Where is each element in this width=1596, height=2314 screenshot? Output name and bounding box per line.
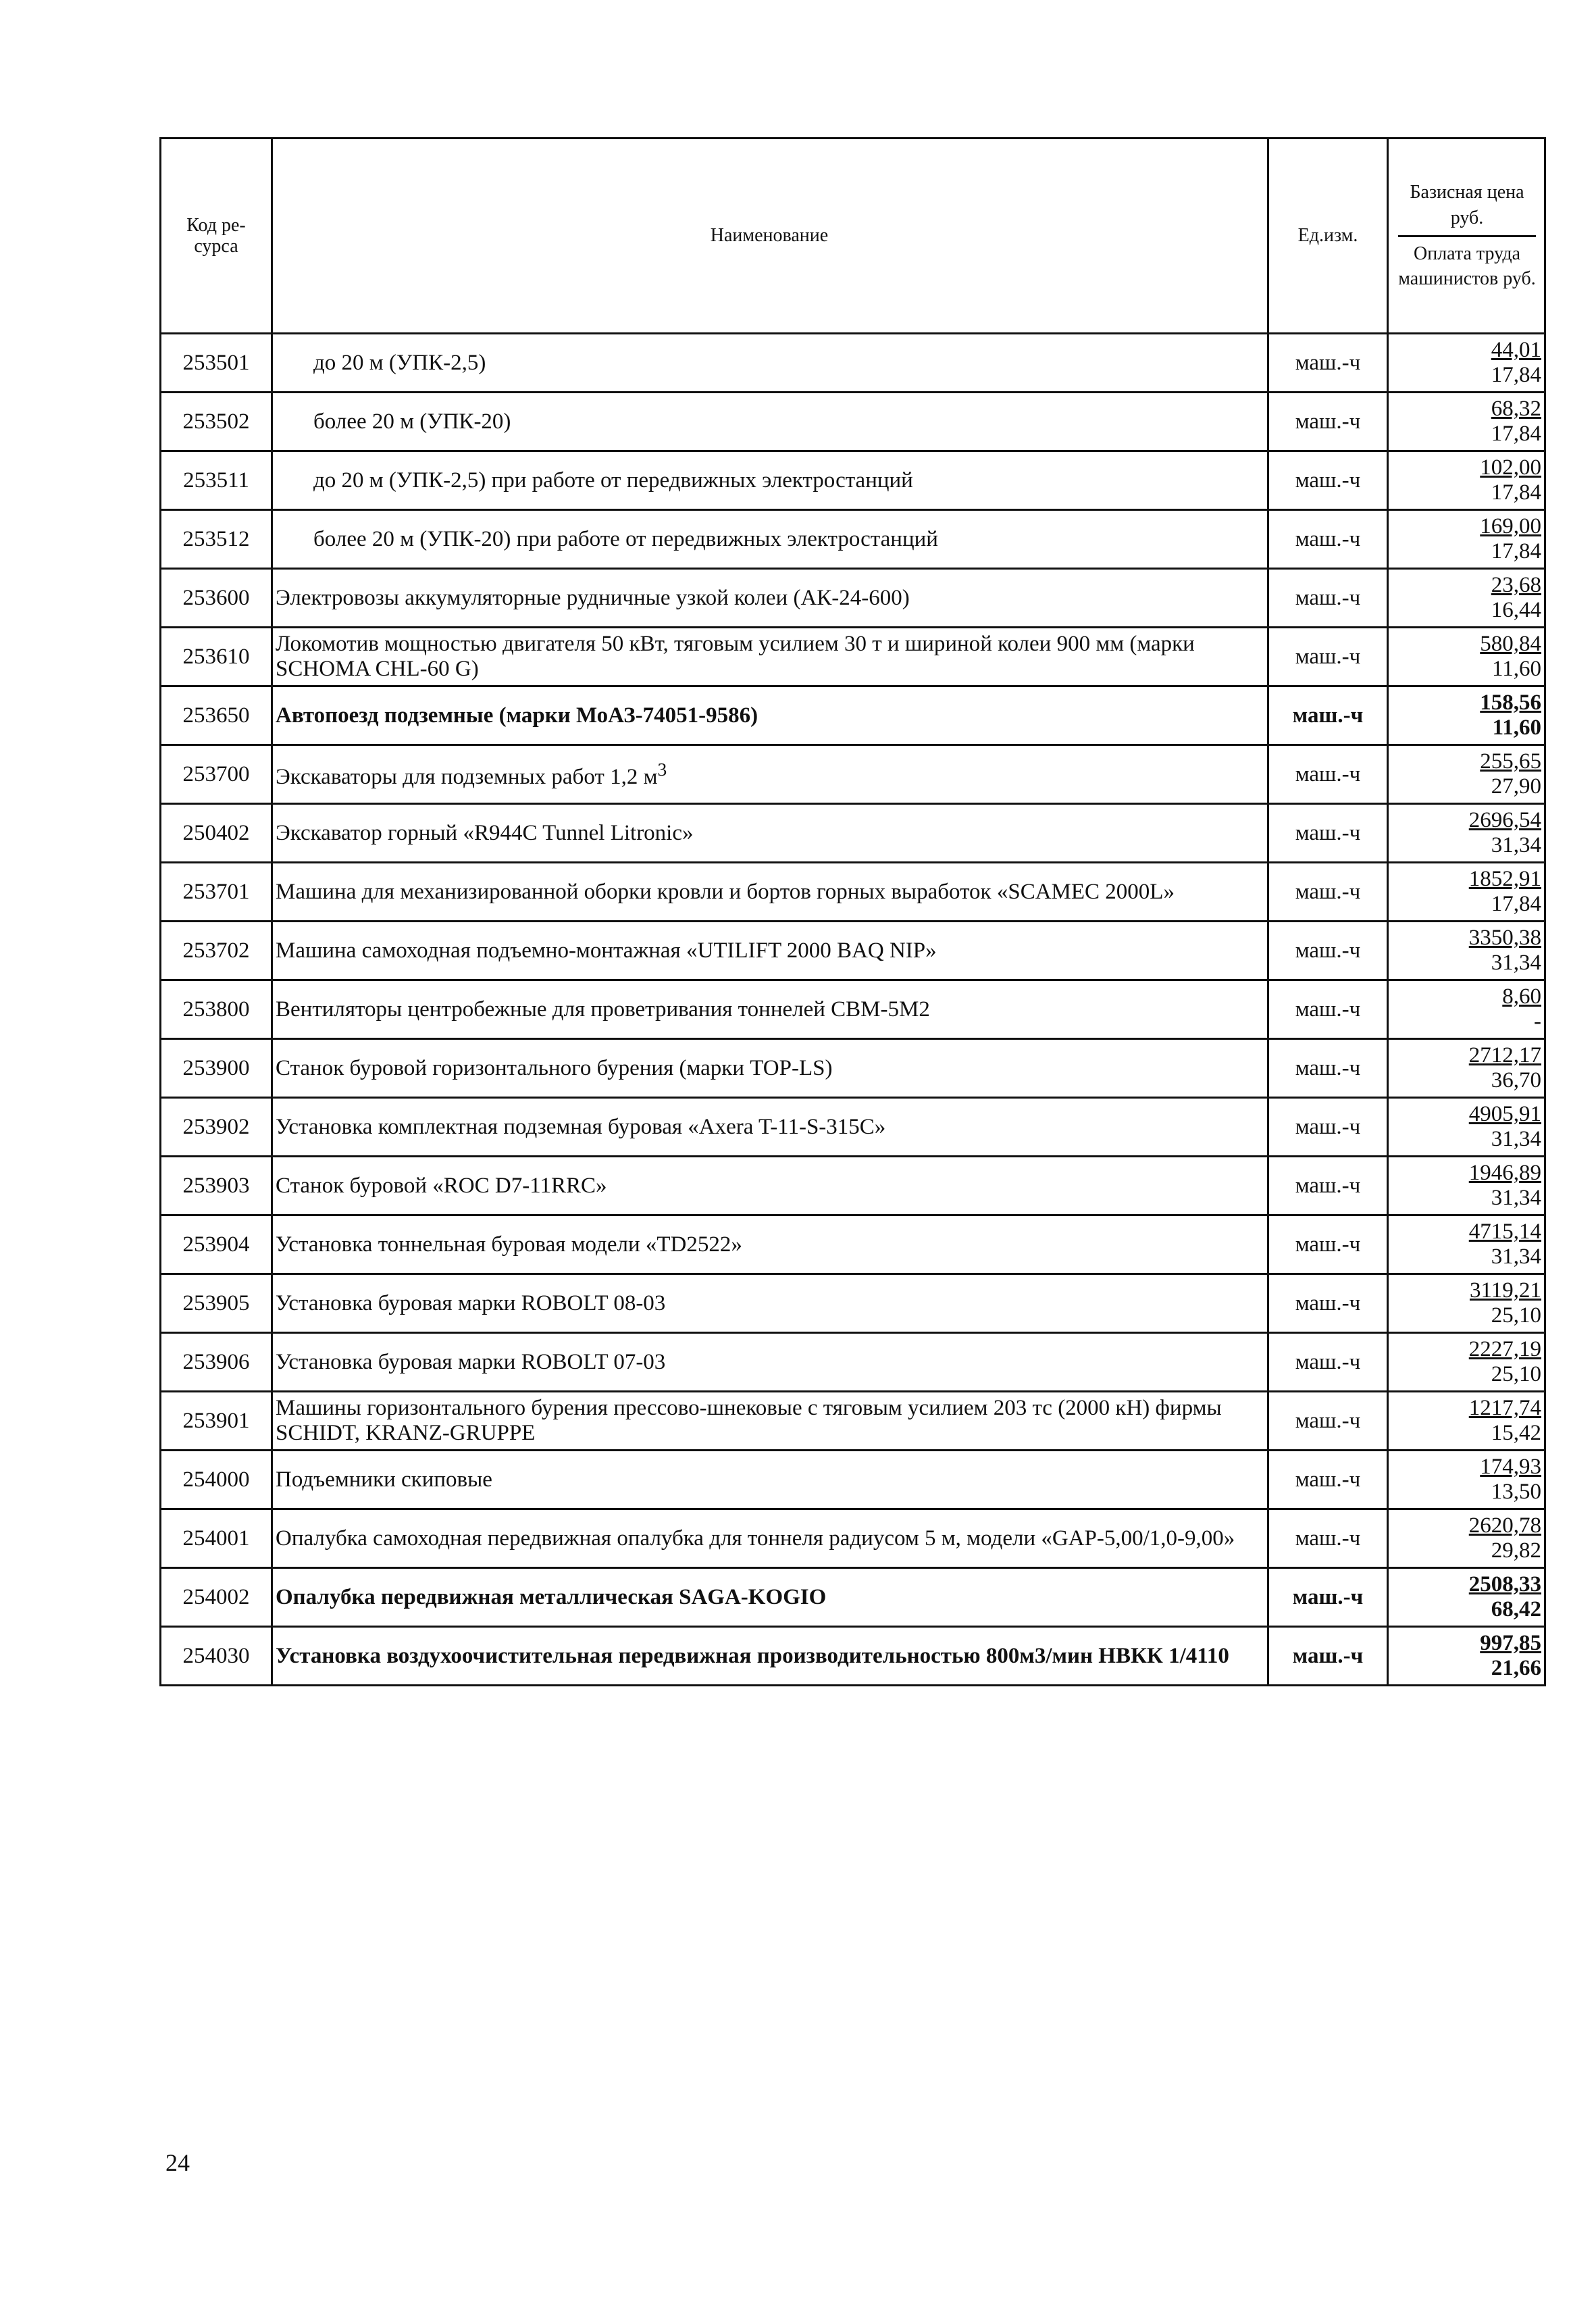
unit: маш.-ч xyxy=(1268,451,1388,510)
unit: маш.-ч xyxy=(1268,745,1388,804)
table-row xyxy=(161,1157,1545,1215)
table-row xyxy=(161,1627,1545,1686)
resource-code: 253511 xyxy=(161,451,272,510)
base-price: 3119,21 xyxy=(1469,1278,1541,1303)
resource-code: 253903 xyxy=(161,1157,272,1215)
resource-code: 253700 xyxy=(161,745,272,804)
resource-name xyxy=(272,1039,1268,1098)
resource-name xyxy=(272,804,1268,863)
table-row xyxy=(161,863,1545,922)
base-price: 1217,74 xyxy=(1468,1396,1541,1421)
base-price: 8,60 xyxy=(1502,984,1541,1009)
table-row xyxy=(161,1098,1545,1157)
labor-cost: 17,84 xyxy=(1491,480,1541,505)
labor-cost: 16,44 xyxy=(1491,598,1541,622)
labor-cost: 17,84 xyxy=(1491,892,1541,916)
resource-name-text: Машина самоходная подъемно-монтажная «UTILIFT 2000 BAQ NIP» xyxy=(276,938,937,963)
labor-cost: 31,34 xyxy=(1491,951,1541,975)
resource-code: 253900 xyxy=(161,1039,272,1098)
table-row xyxy=(161,334,1545,393)
price-cell xyxy=(1388,1392,1545,1451)
labor-cost: 17,84 xyxy=(1491,539,1541,563)
base-price: 2712,17 xyxy=(1468,1043,1541,1068)
superscript: 3 xyxy=(657,758,667,780)
resource-name xyxy=(272,686,1268,745)
resource-price-table xyxy=(159,137,1546,1686)
resource-code: 253702 xyxy=(161,922,272,980)
resource-name xyxy=(272,922,1268,980)
page-number: 24 xyxy=(165,2149,190,2176)
resource-name xyxy=(272,1333,1268,1392)
resource-code: 253902 xyxy=(161,1098,272,1157)
base-price: 169,00 xyxy=(1480,514,1541,539)
price-cell xyxy=(1388,686,1545,745)
unit: маш.-ч xyxy=(1268,1274,1388,1333)
resource-name xyxy=(272,334,1268,393)
resource-code: 253501 xyxy=(161,334,272,393)
base-price: 255,65 xyxy=(1480,749,1541,774)
resource-name xyxy=(272,1509,1268,1568)
unit: маш.-ч xyxy=(1268,1039,1388,1098)
base-price: 580,84 xyxy=(1480,632,1541,657)
labor-cost: 17,84 xyxy=(1491,422,1541,446)
resource-code: 253905 xyxy=(161,1274,272,1333)
resource-name xyxy=(272,1568,1268,1627)
base-price: 4715,14 xyxy=(1468,1219,1541,1244)
table-row xyxy=(161,745,1545,804)
labor-cost: 17,84 xyxy=(1491,363,1541,387)
labor-cost: 31,34 xyxy=(1491,833,1541,857)
base-price: 174,93 xyxy=(1480,1455,1541,1480)
base-price: 2508,33 xyxy=(1468,1572,1541,1597)
labor-cost: 25,10 xyxy=(1491,1303,1541,1328)
resource-name xyxy=(272,1157,1268,1215)
resource-code: 253904 xyxy=(161,1215,272,1274)
header-price xyxy=(1388,139,1545,334)
price-cell xyxy=(1388,510,1545,569)
unit: маш.-ч xyxy=(1268,1392,1388,1451)
table-header-row xyxy=(161,139,1545,334)
unit: маш.-ч xyxy=(1268,804,1388,863)
resource-code: 254000 xyxy=(161,1451,272,1509)
resource-name-text: Установка тоннельная буровая модели «TD2522» xyxy=(276,1232,742,1257)
resource-name-text: Экскаватор горный «R944C Tunnel Litronic» xyxy=(276,820,694,845)
labor-cost: 31,34 xyxy=(1491,1244,1541,1269)
table-row xyxy=(161,451,1545,510)
resource-name-text: Опалубка передвижная металлическая SAGA-KOGIO xyxy=(276,1584,827,1609)
price-cell xyxy=(1388,451,1545,510)
resource-name xyxy=(272,393,1268,451)
unit: маш.-ч xyxy=(1268,334,1388,393)
labor-cost: 27,90 xyxy=(1491,774,1541,799)
resource-name xyxy=(272,1098,1268,1157)
price-cell xyxy=(1388,863,1545,922)
unit: маш.-ч xyxy=(1268,686,1388,745)
unit: маш.-ч xyxy=(1268,628,1388,686)
unit: маш.-ч xyxy=(1268,863,1388,922)
labor-cost: 11,60 xyxy=(1491,657,1541,681)
base-price: 158,56 xyxy=(1480,690,1541,715)
resource-name xyxy=(272,745,1268,804)
resource-name xyxy=(272,510,1268,569)
price-cell xyxy=(1388,569,1545,628)
unit: маш.-ч xyxy=(1268,1568,1388,1627)
table-row xyxy=(161,1568,1545,1627)
resource-name xyxy=(272,628,1268,686)
table-row xyxy=(161,1451,1545,1509)
labor-cost: 31,34 xyxy=(1491,1186,1541,1210)
base-price: 2696,54 xyxy=(1468,808,1541,833)
resource-code: 254002 xyxy=(161,1568,272,1627)
unit: маш.-ч xyxy=(1268,510,1388,569)
header-labor-cost: Оплата труда машинистов руб. xyxy=(1398,243,1536,290)
price-cell xyxy=(1388,1333,1545,1392)
unit: маш.-ч xyxy=(1268,1451,1388,1509)
resource-name-text: Установка буровая марки ROBOLT 08-03 xyxy=(276,1290,666,1315)
resource-name xyxy=(272,1451,1268,1509)
unit: маш.-ч xyxy=(1268,1215,1388,1274)
price-cell xyxy=(1388,1215,1545,1274)
unit: маш.-ч xyxy=(1268,1098,1388,1157)
base-price: 2620,78 xyxy=(1468,1513,1541,1538)
price-cell xyxy=(1388,922,1545,980)
base-price: 44,01 xyxy=(1491,338,1541,363)
base-price: 1852,91 xyxy=(1468,867,1541,892)
unit: маш.-ч xyxy=(1268,922,1388,980)
unit: маш.-ч xyxy=(1268,1509,1388,1568)
resource-name-text: Электровозы аккумуляторные рудничные узкой колеи (АК-24-600) xyxy=(276,585,910,610)
table-row xyxy=(161,1039,1545,1098)
resource-name xyxy=(272,451,1268,510)
header-base-price: Базисная цена руб. xyxy=(1410,181,1524,228)
table-row xyxy=(161,1215,1545,1274)
unit: маш.-ч xyxy=(1268,1627,1388,1686)
resource-name-text: Экскаваторы для подземных работ 1,2 м xyxy=(276,764,658,789)
resource-name-text: до 20 м (УПК-2,5) при работе от передвижных электростанций xyxy=(313,468,913,493)
labor-cost: 21,66 xyxy=(1491,1656,1541,1680)
resource-code: 253906 xyxy=(161,1333,272,1392)
price-cell xyxy=(1388,1451,1545,1509)
resource-code: 254030 xyxy=(161,1627,272,1686)
unit: маш.-ч xyxy=(1268,1157,1388,1215)
unit: маш.-ч xyxy=(1268,569,1388,628)
resource-name-text: Локомотив мощностью двигателя 50 кВт, тяговым усилием 30 т и шириной колеи 900 мм (марки SCHOMA CHL-60 G) xyxy=(276,632,1195,681)
table-row xyxy=(161,1274,1545,1333)
table-row xyxy=(161,922,1545,980)
table-row xyxy=(161,1333,1545,1392)
price-cell xyxy=(1388,1157,1545,1215)
resource-name xyxy=(272,1215,1268,1274)
labor-cost: - xyxy=(1534,1009,1541,1034)
table-row xyxy=(161,510,1545,569)
labor-cost: 29,82 xyxy=(1491,1538,1541,1563)
resource-name-text: Вентиляторы центробежные для проветривания тоннелей СВМ-5М2 xyxy=(276,997,930,1022)
resource-name-text: Подъемники скиповые xyxy=(276,1467,492,1492)
base-price: 102,00 xyxy=(1480,455,1541,480)
table-row xyxy=(161,628,1545,686)
base-price: 2227,19 xyxy=(1468,1337,1541,1362)
price-cell xyxy=(1388,980,1545,1039)
resource-name xyxy=(272,863,1268,922)
resource-name-text: Станок буровой горизонтального бурения (марки TOP-LS) xyxy=(276,1055,833,1080)
resource-name-text: Машина для механизированной оборки кровли и бортов горных выработок «SCAMEC 2000L» xyxy=(276,879,1175,904)
price-cell xyxy=(1388,1568,1545,1627)
base-price: 997,85 xyxy=(1480,1631,1541,1656)
resource-code: 253502 xyxy=(161,393,272,451)
price-cell xyxy=(1388,1627,1545,1686)
table-row xyxy=(161,569,1545,628)
price-cell xyxy=(1388,745,1545,804)
base-price: 1946,89 xyxy=(1468,1161,1541,1186)
price-cell xyxy=(1388,393,1545,451)
header-code: Код ре-сурса xyxy=(161,139,272,334)
resource-code: 250402 xyxy=(161,804,272,863)
resource-name-text: Установка буровая марки ROBOLT 07-03 xyxy=(276,1349,666,1374)
base-price: 4905,91 xyxy=(1468,1102,1541,1127)
unit: маш.-ч xyxy=(1268,393,1388,451)
table-row xyxy=(161,804,1545,863)
price-cell xyxy=(1388,628,1545,686)
price-cell xyxy=(1388,804,1545,863)
resource-name xyxy=(272,1392,1268,1451)
labor-cost: 15,42 xyxy=(1491,1421,1541,1445)
resource-code: 254001 xyxy=(161,1509,272,1568)
labor-cost: 36,70 xyxy=(1491,1068,1541,1092)
resource-code: 253650 xyxy=(161,686,272,745)
price-cell xyxy=(1388,1098,1545,1157)
resource-code: 253701 xyxy=(161,863,272,922)
table-row xyxy=(161,1392,1545,1451)
resource-name xyxy=(272,1274,1268,1333)
resource-name-text: Опалубка самоходная передвижная опалубка для тоннеля радиусом 5 м, модели «GAP-5,00/1,0-9,00» xyxy=(276,1526,1235,1551)
labor-cost: 68,42 xyxy=(1491,1597,1541,1621)
resource-name-text: до 20 м (УПК-2,5) xyxy=(313,350,486,375)
resource-code: 253901 xyxy=(161,1392,272,1451)
resource-code: 253512 xyxy=(161,510,272,569)
resource-name xyxy=(272,980,1268,1039)
resource-code: 253610 xyxy=(161,628,272,686)
table-row xyxy=(161,980,1545,1039)
resource-name-text: Автопоезд подземные (марки МоАЗ-74051-9586) xyxy=(276,703,758,728)
resource-code: 253800 xyxy=(161,980,272,1039)
resource-name-text: более 20 м (УПК-20) xyxy=(313,409,511,434)
header-name: Наименование xyxy=(272,139,1268,334)
unit: маш.-ч xyxy=(1268,980,1388,1039)
resource-name-text: Установка воздухоочистительная передвижная производительностью 800м3/мин НВКК 1/4110 xyxy=(276,1643,1229,1668)
price-cell xyxy=(1388,334,1545,393)
resource-code: 253600 xyxy=(161,569,272,628)
resource-name-text: Установка комплектная подземная буровая «Axera T-11-S-315C» xyxy=(276,1114,886,1139)
table-row xyxy=(161,686,1545,745)
unit: маш.-ч xyxy=(1268,1333,1388,1392)
base-price: 68,32 xyxy=(1491,397,1541,422)
table-row xyxy=(161,1509,1545,1568)
resource-name-text: Станок буровой «ROC D7-11RRC» xyxy=(276,1173,607,1198)
labor-cost: 13,50 xyxy=(1491,1480,1541,1504)
resource-name-text: Машины горизонтального бурения прессово-шнековые с тяговым усилием 203 тс (2000 кН) фирмы SCHIDT, KRANZ-GRUPPE xyxy=(276,1396,1222,1445)
header-divider xyxy=(1398,235,1536,237)
labor-cost: 31,34 xyxy=(1491,1127,1541,1151)
labor-cost: 11,60 xyxy=(1492,715,1541,740)
labor-cost: 25,10 xyxy=(1491,1362,1541,1386)
price-cell xyxy=(1388,1039,1545,1098)
base-price: 3350,38 xyxy=(1468,926,1541,951)
resource-name xyxy=(272,1627,1268,1686)
price-cell xyxy=(1388,1509,1545,1568)
resource-name xyxy=(272,569,1268,628)
price-cell xyxy=(1388,1274,1545,1333)
base-price: 23,68 xyxy=(1491,573,1541,598)
resource-name-text: более 20 м (УПК-20) при работе от передвижных электростанций xyxy=(313,526,938,551)
header-unit: Ед.изм. xyxy=(1268,139,1388,334)
table-row xyxy=(161,393,1545,451)
